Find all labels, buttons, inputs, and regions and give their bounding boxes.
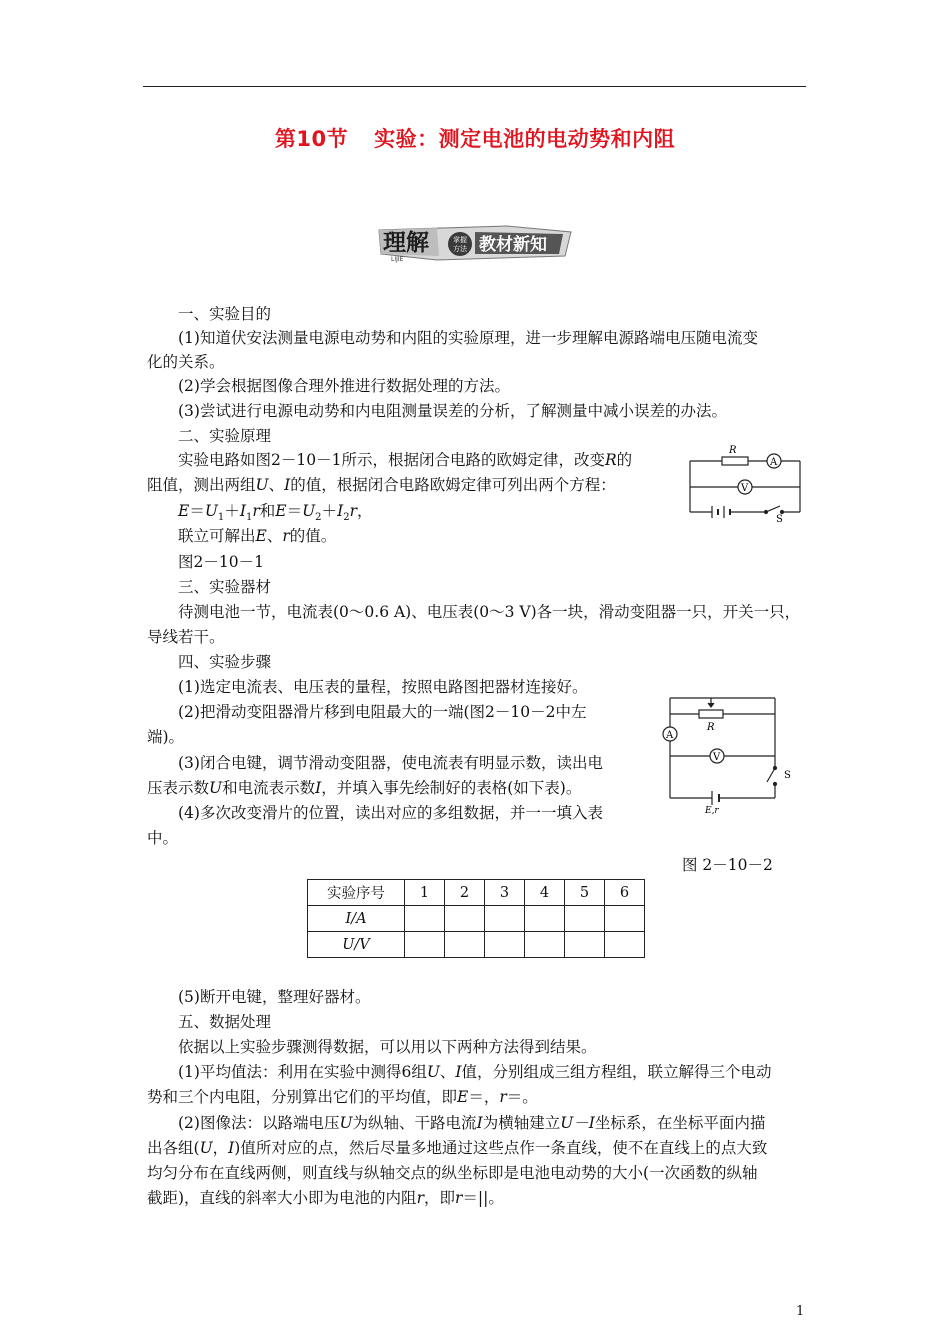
fig2-label-V: V — [713, 752, 721, 763]
fig1-label-V: V — [741, 483, 749, 494]
step-1: (1)选定电流表、电压表的量程，按照电路图把器材连接好。 — [178, 678, 588, 696]
purpose-3: (3)尝试进行电源电动势和内电阻测量误差的分析，了解测量中减小误差的办法。 — [178, 402, 727, 420]
heading-principle: 二、实验原理 — [178, 427, 272, 445]
table-row-label: U/V — [308, 932, 405, 958]
table-cell — [485, 932, 525, 958]
page-number: 1 — [796, 1304, 805, 1319]
table-header-row — [308, 880, 645, 906]
table-row-voltage — [308, 932, 645, 958]
table-header-cell: 2 — [445, 880, 485, 906]
data-processing-intro: 依据以上实验步骤测得数据，可以用以下两种方法得到结果。 — [178, 1038, 597, 1056]
table-header-cell: 6 — [605, 880, 645, 906]
page-title — [0, 123, 950, 153]
fig2-label-A: A — [666, 730, 674, 741]
step-4-line1: (4)多次改变滑片的位置，读出对应的多组数据，并一一填入表 — [178, 804, 603, 822]
table-cell — [405, 932, 445, 958]
purpose-1-line2: 化的关系。 — [147, 353, 225, 371]
fig2-label-Er: E,r — [705, 806, 719, 815]
svg-text:教材新知: 教材新知 — [479, 235, 547, 255]
svg-text:掌握: 掌握 — [453, 236, 467, 244]
method-2-line4: 截距)，直线的斜率大小即为电池的内阻r，即r＝||。 — [147, 1189, 504, 1207]
step-2-line1: (2)把滑动变阻器滑片移到电阻最大的一端(图2－10－2中左 — [178, 703, 587, 721]
title-section-number: 第10节 — [274, 127, 349, 151]
table-cell — [565, 906, 605, 932]
fig1-label-R: R — [729, 445, 737, 456]
table-header-cell: 实验序号 — [308, 880, 405, 906]
step-3-line1: (3)闭合电键，调节滑动变阻器，使电流表有明显示数，读出电 — [178, 754, 603, 772]
method-1-line2: 势和三个内电阻，分别算出它们的平均值，即E＝，r＝。 — [147, 1088, 538, 1106]
equipment-line1: 待测电池一节，电流表(0～0.6 A)、电压表(0～3 V)各一块，滑动变阻器一只，开关一只， — [178, 603, 801, 621]
fig1-label-S: S — [776, 514, 783, 522]
table-cell — [485, 906, 525, 932]
data-table — [307, 879, 645, 958]
table-cell — [525, 932, 565, 958]
table-cell — [605, 932, 645, 958]
step-4-line2: 中。 — [147, 829, 179, 847]
step-2-line2: 端)。 — [147, 728, 185, 746]
svg-text:方法: 方法 — [453, 245, 467, 253]
circuit-diagram-2 — [657, 690, 797, 815]
fig1-label-A: A — [770, 457, 778, 468]
table-cell — [605, 906, 645, 932]
heading-steps: 四、实验步骤 — [178, 653, 272, 671]
principle-line1: 实验电路如图2－10－1所示，根据闭合电路的欧姆定律，改变R的 — [178, 451, 633, 469]
method-1-line1: (1)平均值法：利用在实验中测得6组U、I值，分别组成三组方程组，联立解得三个电动 — [178, 1063, 772, 1081]
table-cell — [445, 906, 485, 932]
principle-line4: 联立可解出E、r的值。 — [178, 527, 337, 545]
table-header-cell: 5 — [565, 880, 605, 906]
method-2-line3: 均匀分布在直线两侧，则直线与纵轴交点的纵坐标即是电池电动势的大小(一次函数的纵轴 — [147, 1164, 758, 1182]
svg-text:LIJIE: LIJIE — [391, 256, 404, 263]
heading-purpose: 一、实验目的 — [178, 305, 272, 323]
table-cell — [565, 932, 605, 958]
fig2-label-R: R — [707, 722, 715, 733]
section-banner-logo — [377, 222, 573, 264]
method-2-line1: (2)图像法：以路端电压U为纵轴、干路电流I为横轴建立U－I坐标系，在坐标平面内描 — [178, 1114, 766, 1132]
equipment-line2: 导线若干。 — [147, 628, 225, 646]
table-header-cell: 3 — [485, 880, 525, 906]
table-cell — [525, 906, 565, 932]
purpose-2: (2)学会根据图像合理外推进行数据处理的方法。 — [178, 377, 510, 395]
table-header-cell: 4 — [525, 880, 565, 906]
step-3-line2: 压表示数U和电流表示数I，并填入事先绘制好的表格(如下表)。 — [147, 779, 582, 797]
table-header-cell: 1 — [405, 880, 445, 906]
table-cell — [405, 906, 445, 932]
table-row-label: I/A — [308, 906, 405, 932]
method-2-line2: 出各组(U，I)值所对应的点，然后尽量多地通过这些点作一条直线，使不在直线上的点大致 — [147, 1139, 768, 1157]
heading-equipment: 三、实验器材 — [178, 578, 272, 596]
figure-caption-1: 图2－10－1 — [178, 553, 264, 571]
fig2-label-S: S — [784, 770, 791, 781]
header-rule — [143, 86, 806, 87]
step-5: (5)断开电键，整理好器材。 — [178, 988, 371, 1006]
table-cell — [445, 932, 485, 958]
figure-caption-2: 图 2－10－2 — [682, 856, 773, 874]
table-row-current — [308, 906, 645, 932]
heading-data-processing: 五、数据处理 — [178, 1013, 272, 1031]
svg-text:理解: 理解 — [383, 230, 429, 256]
circuit-diagram-1 — [688, 440, 816, 522]
title-text: 实验：测定电池的电动势和内阻 — [374, 127, 676, 151]
purpose-1-line1: (1)知道伏安法测量电源电动势和内阻的实验原理，进一步理解电源路端电压随电流变 — [178, 329, 758, 347]
principle-equations: $E=U_1+I_1r$和$E=U_2+I_2r$， — [178, 502, 373, 524]
principle-line2: 阻值，测出两组U、I的值，根据闭合电路欧姆定律可列出两个方程： — [147, 476, 616, 494]
